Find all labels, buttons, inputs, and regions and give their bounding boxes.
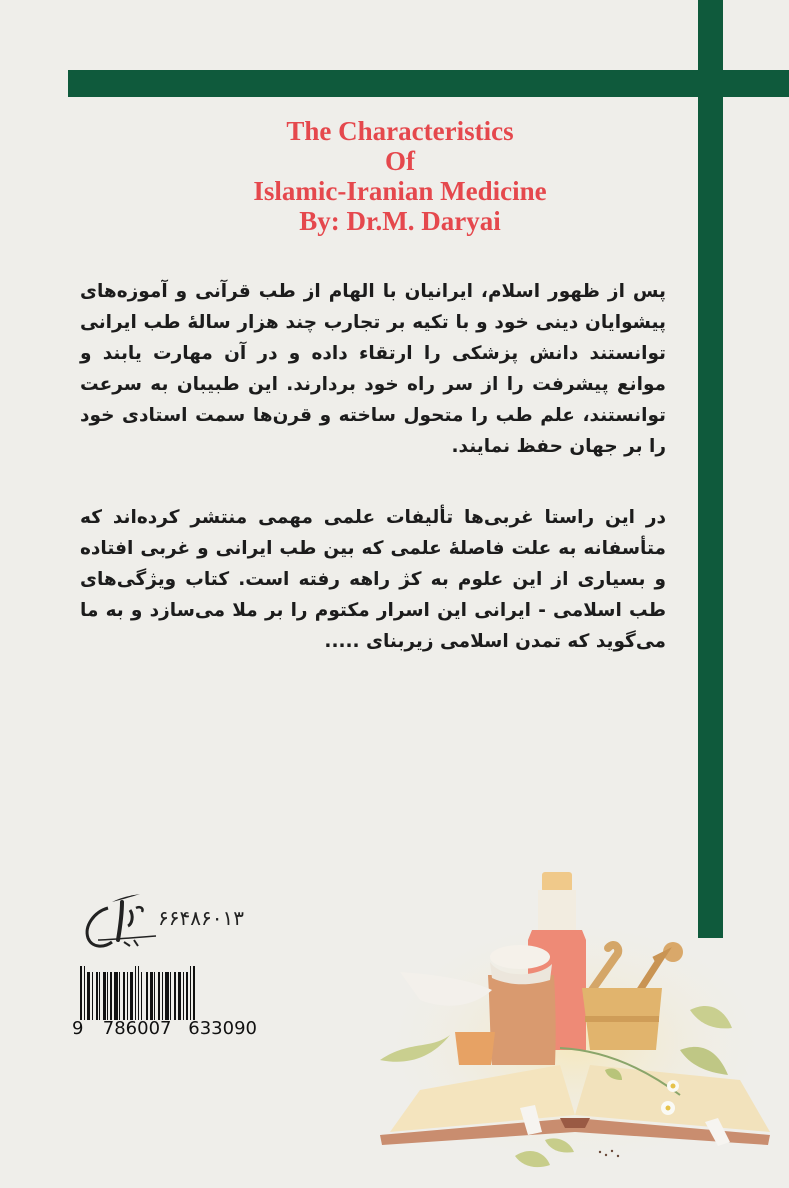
- isbn-group-1: 786007: [102, 1018, 172, 1039]
- title-line-3: Islamic-Iranian Medicine: [253, 176, 547, 206]
- isbn-prefix-digit: 9: [72, 1018, 84, 1039]
- blurb-paragraph-1: پس از ظهور اسلام، ایرانیان با الهام از طب قرآنی و آموزه‌های پیشوایان دینی خود و با تکیه بر تجارب چند هزار سالهٔ طب ایرانی توانستند دانش پزشکی را ارتقاء داده و در آن مهارت یابند و موانع پیشرفت را از سر راه خود بردارند. این طبیبان به سرعت توانستند، علم طب را متحول ساخته و قرن‌ها سمت استادی خود را بر جهان حفظ نمایند.: [80, 281, 666, 457]
- author-line: By: Dr.M. Daryai: [299, 206, 501, 236]
- isbn-group-2: 633090: [188, 1018, 257, 1039]
- blurb-paragraph-2: در این راستا غربی‌ها تألیفات علمی مهمی منتشر کرده‌اند که متأسفانه به علت فاصلهٔ علمی که بین طب ایرانی و غربی افتاده و بسیاری از این علوم به کژ راهه رفته است. کتاب ویژگی‌های طب اسلامی - ایرانی این اسرار مکتوم را بر ملا می‌سازد و به ما می‌گوید که تمدن اسلامی زیربنای .....: [80, 507, 666, 652]
- green-frame-horizontal-bar: [68, 70, 789, 97]
- publisher-block: [78, 890, 298, 960]
- isbn-barcode: [80, 972, 250, 1020]
- green-frame-vertical-bar: [698, 0, 723, 938]
- apothecary-book-illustration: [360, 860, 789, 1188]
- isbn-number: [72, 1018, 257, 1039]
- title-line-1: The Characteristics: [286, 116, 514, 146]
- publisher-logo-icon: [78, 890, 158, 952]
- publisher-phone: ۶۶۴۸۶۰۱۳: [158, 906, 244, 930]
- english-title-block: [170, 116, 630, 236]
- title-line-2: Of: [385, 146, 415, 176]
